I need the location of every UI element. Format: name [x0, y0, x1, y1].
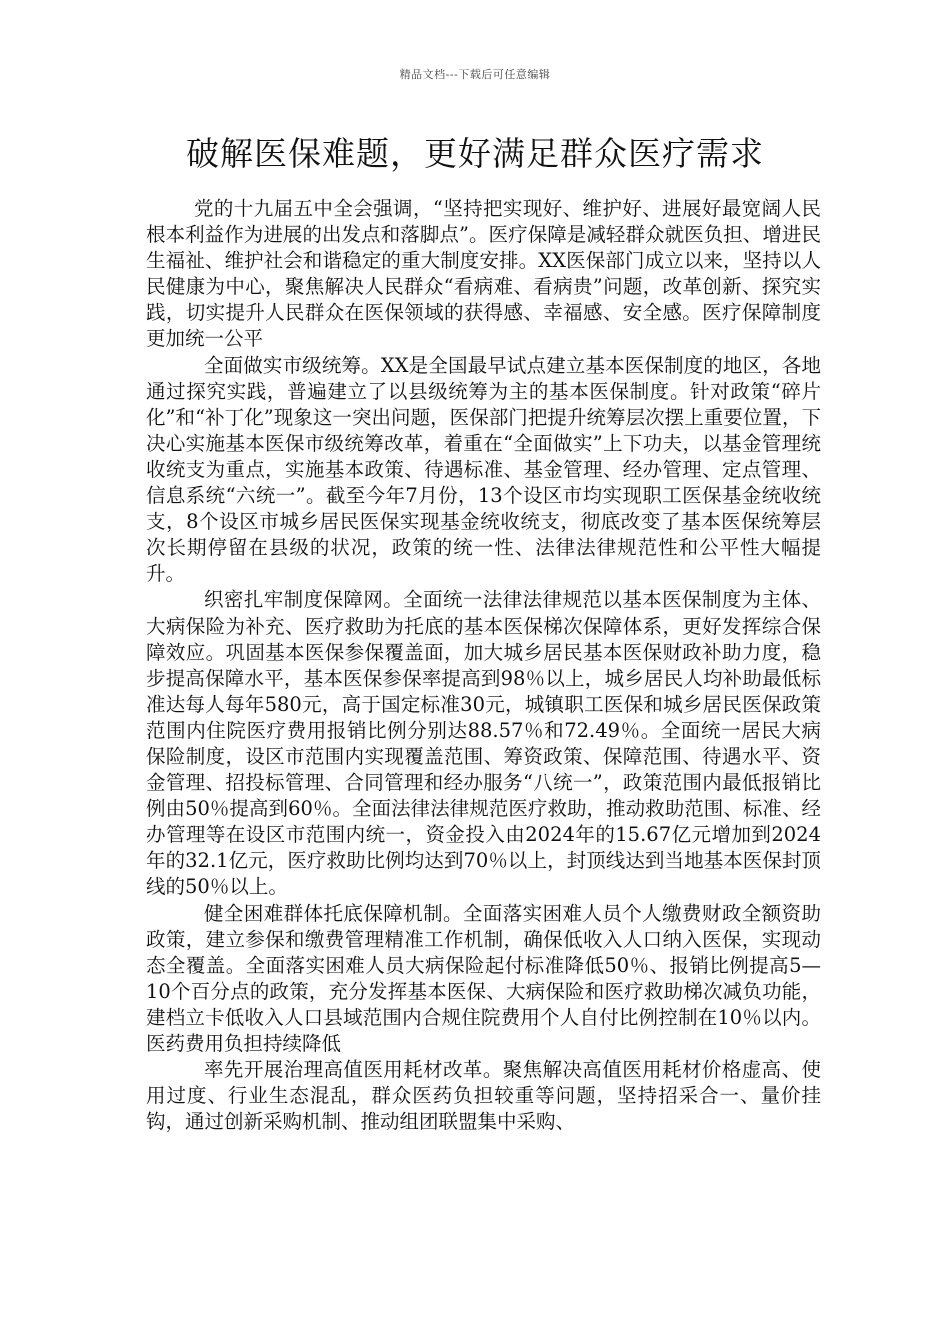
paragraph-city-coordination: 全面做实市级统筹。XX是全国最早试点建立基本医保制度的地区，各地通过探究实践，普遍建立了以县级统筹为主的基本医保制度。针对政策“碎片化”和“补丁化”现象这一突出问题，医保部门把提升统筹层次摆上重要位置，下决心实施基本医保市级统筹改革，着重在“全面做实”上下功夫，以基金管理统收统支为重点，实施基本政策、待遇标准、基金管理、经办管理、定点管理、信息系统“六统一”。截至今年7月份，13个设区市均实现职工医保基金统收统支，8个设区市城乡居民医保实现基金统收统支，彻底改变了基本医保统筹层次长期停留在县级的状况，政策的统一性、法律法律规范性和公平性大幅提升。 — [146, 353, 821, 586]
paragraph-medical-consumables: 率先开展治理高值医用耗材改革。聚焦解决高值医用耗材价格虚高、使用过度、行业生态混乱，群众医药负担较重等问题，坚持招采合一、量价挂钩，通过创新采购机制、推动组团联盟集中采购、 — [146, 1058, 821, 1134]
paragraph-vulnerable-groups: 健全困难群体托底保障机制。全面落实困难人员个人缴费财政全额资助政策，建立参保和缴费管理精准工作机制，确保低收入人口纳入医保，实现动态全覆盖。全面落实困难人员大病保险起付标准降低50％、报销比例提高5—10个百分点的政策，充分发挥基本医保、大病保险和医疗救助梯次减负功能，建档立卡低收入人口县域范围内合规住院费用个人自付比例控制在10％以内。医药费用负担持续降低 — [146, 901, 821, 1055]
paragraph-safety-net: 织密扎牢制度保障网。全面统一法律法律规范以基本医保制度为主体、大病保险为补充、医疗救助为托底的基本医保梯次保障体系，更好发挥综合保障效应。巩固基本医保参保覆盖面，加大城乡居民基本医保财政补助力度，稳步提高保障水平，基本医保参保率提高到98％以上，城乡居民人均补助最低标准达每人每年580元，高于国定标准30元，城镇职工医保和城乡居民医保政策范围内住院医疗费用报销比例分别达88.57％和72.49％。全面统一居民大病保险制度，设区市范围内实现覆盖范围、筹资政策、保障范围、待遇水平、资金管理、招投标管理、合同管理和经办服务“八统一”，政策范围内最低报销比例由50％提高到60％。全面法律法律规范医疗救助，推动救助范围、标准、经办管理等在设区市范围内统一，资金投入由2024年的15.67亿元增加到2024年的32.1亿元，医疗救助比例均达到70％以上，封顶线达到当地基本医保封顶线的50％以上。 — [146, 588, 821, 899]
header-note: 精品文档---下载后可任意编辑 — [399, 68, 551, 81]
document-body — [146, 196, 821, 1135]
paragraph-intro: 党的十九届五中全会强调，“坚持把实现好、维护好、进展好最宽阔人民根本利益作为进展的出发点和落脚点”。医疗保障是减轻群众就医负担、增进民生福祉、维护社会和谐稳定的重大制度安排。XX医保部门成立以来，坚持以人民健康为中心，聚焦解决人民群众“看病难、看病贵”问题，改革创新、探究实践，切实提升人民群众在医保领域的获得感、幸福感、安全感。医疗保障制度更加统一公平 — [146, 197, 821, 351]
document-title: 破解医保难题，更好满足群众医疗需求 — [186, 134, 764, 173]
